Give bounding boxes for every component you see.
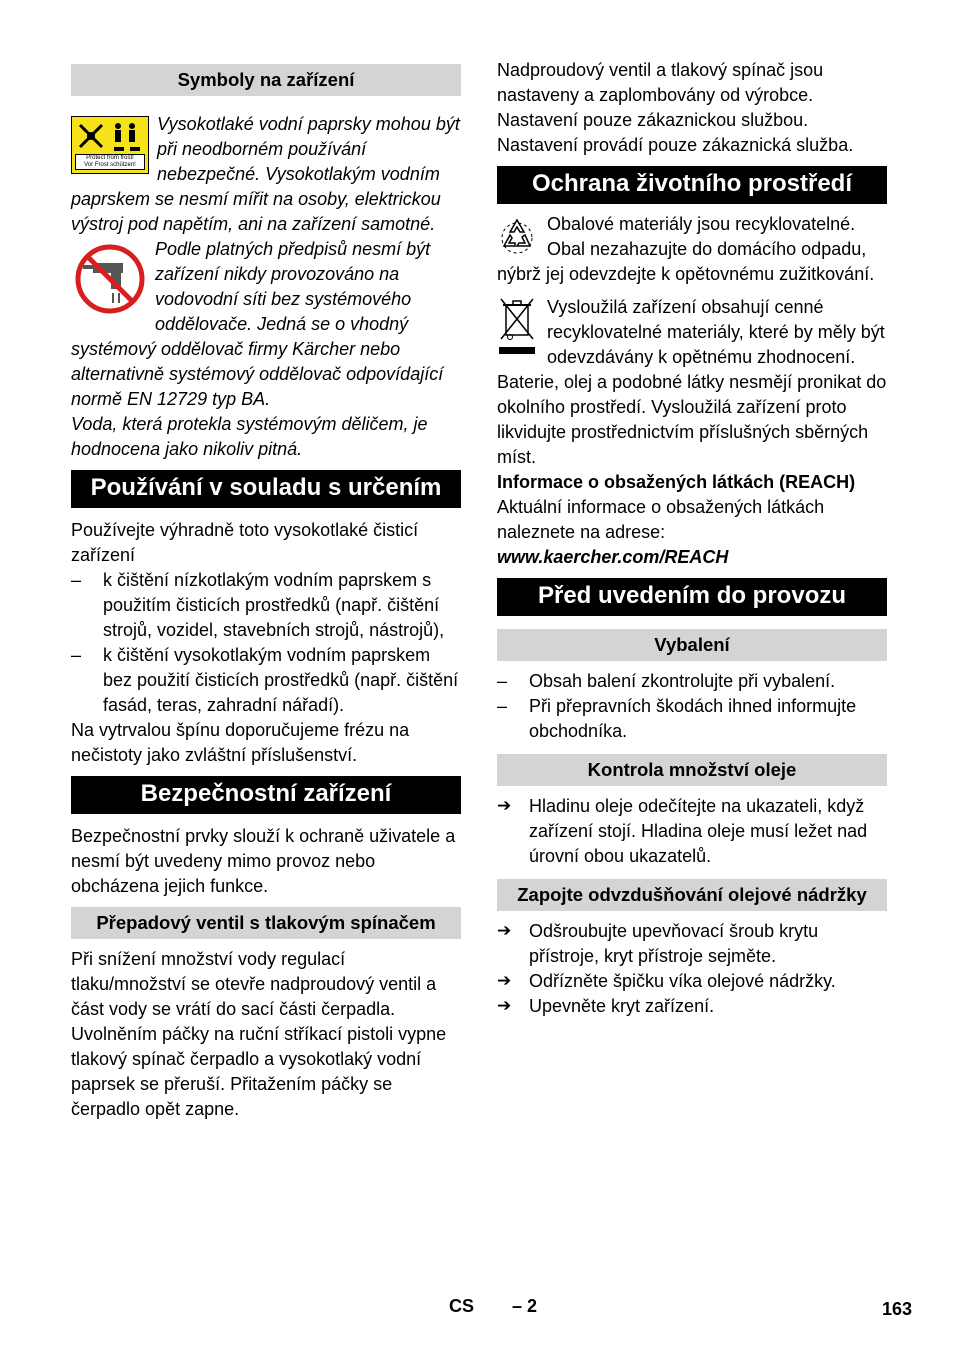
list-item: – Při přepravních škodách ihned informujte obchodníka.: [497, 694, 887, 744]
right-column: [497, 58, 887, 1019]
warning-label-line-2: Vor Frost schützen!: [84, 162, 136, 168]
heading-unpacking: Vybalení: [497, 629, 887, 661]
safety-paragraph: Bezpečnostní prvky slouží k ochraně uživatele a nesmí být uvedeny mimo provoz nebo obcházena jejich funkce.: [71, 826, 456, 896]
heading-oil-check: Kontrola množství oleje: [497, 754, 887, 786]
heading-environment: Ochrana životního prostředí: [497, 166, 887, 204]
crossed-bin-icon: [497, 297, 537, 360]
heading-before-start: Před uvedením do provozu: [497, 578, 887, 616]
valve-paragraph-2: Nadproudový ventil a tlakový spínač jsou nastaveny a zaplombovány od výrobce. Nastavení pouze zákaznickou službou. Nastavení provádí pouze zákaznická služba.: [497, 60, 854, 155]
footer-page-number: 163: [881, 1299, 912, 1319]
list-item: ➔ Hladinu oleje odečítejte na ukazateli, když zařízení stojí. Hladina oleje musí ležet nad úrovní obou ukazatelů.: [497, 794, 887, 869]
heading-usage: Používání v souladu s určením: [71, 470, 461, 508]
high-pressure-warning-icon: [71, 116, 149, 174]
list-item: ➔ Upevněte kryt zařízení.: [497, 994, 887, 1019]
list-item: ➔ Odšroubujte upevňovací šroub krytu přístroje, kryt přístroje sejměte.: [497, 919, 887, 969]
reach-heading: Informace o obsažených látkách (REACH): [497, 472, 856, 492]
list-item: – k čištění nízkotlakým vodním paprskem s použitím čisticích prostředků (např. čištění strojů, vozidel, stavebních strojů, nástrojů),: [71, 568, 461, 643]
list-item: ➔ Odřízněte špičku víka olejové nádržky.: [497, 969, 887, 994]
list-item: – k čištění vysokotlakým vodním paprskem bez použití čisticích prostředků (např. čištění fasád, teras, zahradní nářadí).: [71, 643, 461, 718]
symbols-paragraph-1: Vysokotlaké vodní paprsky mohou být při neodborném používání nebezpečné. Vysokotlakým vodním paprskem se nesmí mířit na osoby, elektrickou výstroj pod napětím, ani na zařízení samotné.: [71, 114, 460, 234]
usage-list: [71, 568, 461, 718]
environment-paragraph-1: Obalové materiály jsou recyklovatelné. Obal nezahazujte do domácího odpadu, nýbrž jej odevzdejte k opětovnému zužitkování.: [497, 214, 875, 284]
no-tap-connection-icon: [73, 243, 147, 320]
footer-local-page: – 2: [512, 1296, 538, 1316]
symbols-paragraph-3: Voda, která protekla systémovým děličem, je hodnocena jako nikoliv pitná.: [71, 414, 428, 459]
oil-venting-list: [497, 919, 887, 1019]
heading-oil-venting: Zapojte odvzdušňování olejové nádržky: [497, 879, 887, 911]
reach-paragraph: Aktuální informace o obsažených látkách naleznete na adrese:: [497, 497, 825, 542]
heading-overflow-valve: Přepadový ventil s tlakovým spínačem: [71, 907, 461, 939]
reach-url: www.kaercher.com/REACH: [497, 547, 729, 567]
environment-paragraph-2: Vysloužilá zařízení obsahují cenné recyklovatelné materiály, které by měly být odevzdávány k opětnému zhodnocení. Baterie, olej a podobné látky nesmějí pronikat do okolního prostředí. Vysloužilá zařízení proto likvidujte prostřednictvím příslušných sběrných míst.: [497, 297, 887, 467]
symbols-paragraph-2: Podle platných předpisů nesmí být zařízení nikdy provozováno na vodovodní síti bez systémového oddělovače. Jedná se o vhodný systémový oddělovač firmy Kärcher nebo alternativně systémový oddělovač odpovídající normě EN 12729 typ BA.: [71, 239, 444, 409]
warning-label-line-1: Protect from frost!: [86, 155, 134, 161]
usage-paragraph-2: Na vytrvalou špínu doporučujeme frézu na nečistoty jako zvláštní příslušenství.: [71, 720, 410, 765]
list-item: – Obsah balení zkontrolujte při vybalení.: [497, 669, 887, 694]
unpack-list: [497, 669, 887, 744]
usage-paragraph: Používejte výhradně toto vysokotlaké čisticí zařízení: [71, 520, 419, 565]
footer-language: CS: [449, 1296, 475, 1316]
left-column: [71, 58, 461, 1122]
valve-paragraph: Při snížení množství vody regulací tlaku/množství se otevře nadproudový ventil a část vody se vrátí do sací části čerpadla. Uvolněním páčky na ruční stříkací pistoli vypne tlakový spínač čerpadlo a vysokotlaký vodní paprsek se přeruší. Přitažením páčky se čerpadlo opět zapne.: [71, 949, 447, 1119]
heading-symbols: Symboly na zařízení: [71, 64, 461, 96]
oil-check-list: [497, 794, 887, 869]
heading-safety: Bezpečnostní zařízení: [71, 776, 461, 814]
recycling-icon: [497, 216, 537, 261]
